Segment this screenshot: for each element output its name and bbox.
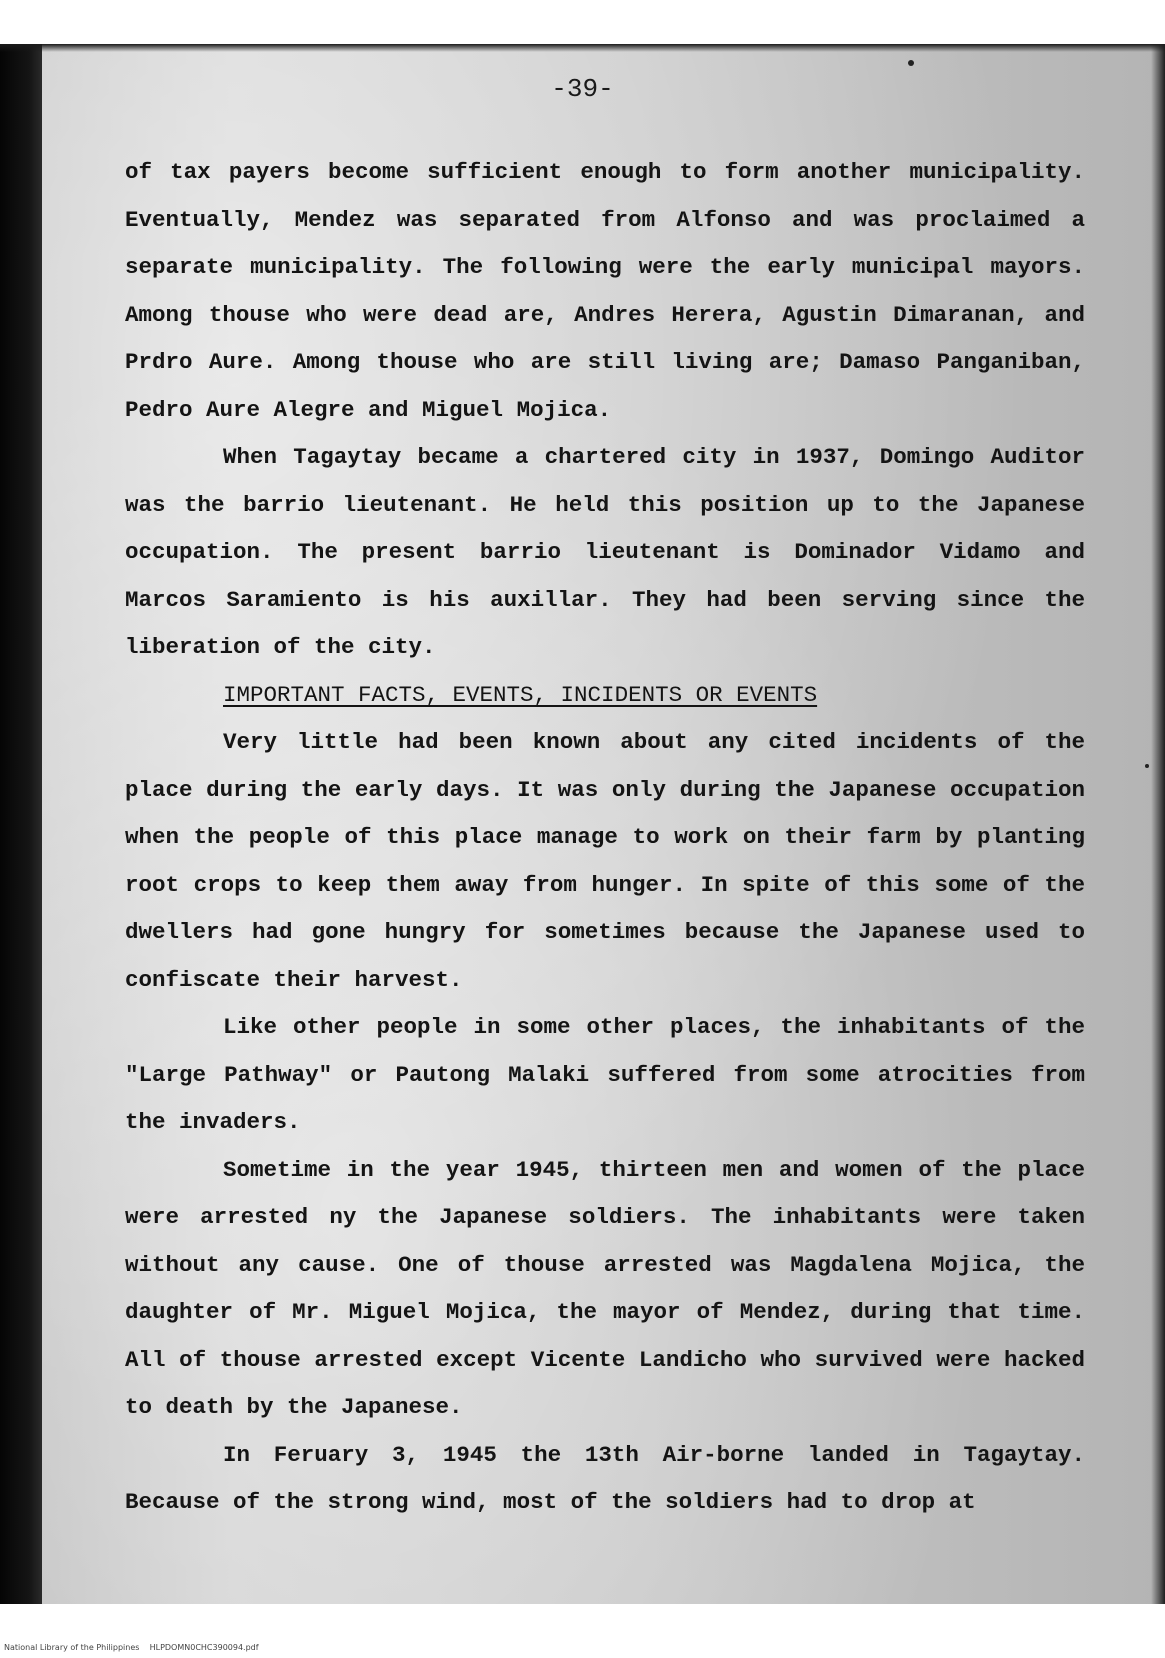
scan-right-edge — [1151, 44, 1165, 1604]
scanned-page — [0, 44, 1165, 1604]
scan-top-edge — [0, 44, 1165, 52]
paragraph-barrio-lieutenant: When Tagaytay became a chartered city in 1937, Domingo Auditor was the barrio lieutenant. He held this position up to the Japanese occupation. The present barrio lieutenant is Dominador Vidamo and Marcos Saramiento is his auxillar. They had been serving since the liberation of the city. — [125, 444, 1085, 660]
paragraph-early-days: Very little had been known about any cited incidents of the place during the early days. It was only during the Japanese occupation when the people of this place manage to work on their farm by planting root crops to keep them away from hunger. In spite of this some of the dwellers had gone hungry for sometimes because the Japanese used to confiscate their harvest. — [125, 729, 1085, 993]
section-heading: IMPORTANT FACTS, EVENTS, INCIDENTS OR EVENTS — [223, 681, 818, 708]
paragraph-arrests: Sometime in the year 1945, thirteen men and women of the place were arrested ny the Japanese soldiers. The inhabitants were taken without any cause. One of thouse arrested was Magdalena Mojica, the daughter of Mr. Miguel Mojica, the mayor of Mendez, during that time. All of thouse arrested except Vicente Landicho who survived were hacked to death by the Japanese. — [125, 1156, 1085, 1420]
page-number: -39- — [551, 74, 614, 104]
ink-speck — [1145, 764, 1149, 768]
footer-credit: National Library of the Philippines HLPDOMN0CHC390094.pdf — [4, 1643, 259, 1652]
paragraph-airborne-landing: In Feruary 3, 1945 the 13th Air-borne landed in Tagaytay. Because of the strong wind, most of the soldiers had to drop at — [125, 1441, 1085, 1515]
scan-left-edge — [0, 44, 42, 1604]
paragraph-continuation: of tax payers become sufficient enough to form another municipality. Eventually, Mendez was separated from Alfonso and was proclaimed a separate municipality. The following were the early municipal mayors. Among thouse who were dead are, Andres Herera, Agustin Dimaranan, and Prdro Aure. Among thouse who are still living are; Damaso Panganiban, Pedro Aure Alegre and Miguel Mojica. — [125, 159, 1085, 423]
document-body — [125, 149, 1085, 1527]
paragraph-atrocities: Like other people in some other places, the inhabitants of the "Large Pathway" or Pautong Malaki suffered from some atrocities from the invaders. — [125, 1014, 1085, 1135]
ink-speck — [908, 60, 914, 66]
